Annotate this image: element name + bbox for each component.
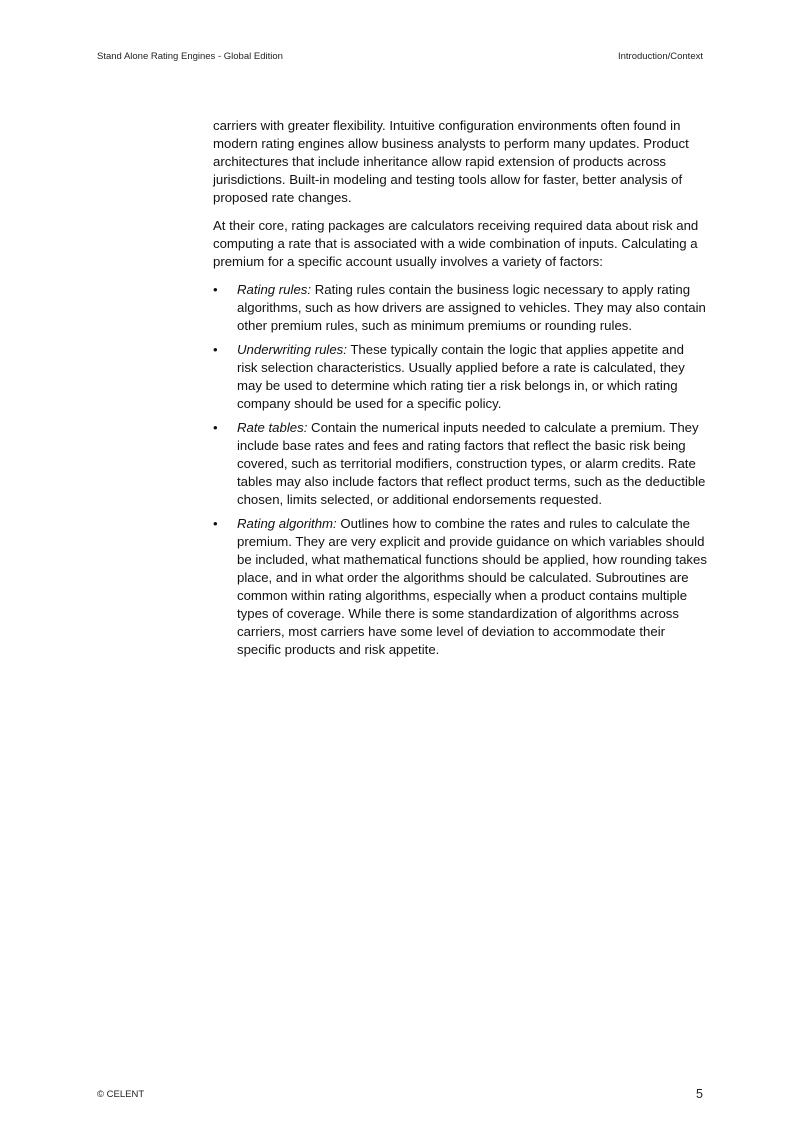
list-item-rate-tables [213, 419, 708, 509]
bullet-icon: • [213, 420, 218, 435]
list-item-text: These typically contain the logic that applies appetite and risk selection characteristics. Usually applied before a rate is calculated, they may be used to determine which rating tier a risk belongs in, or which rating company should be used for a specific policy. [237, 342, 685, 411]
list-item-text: Contain the numerical inputs needed to calculate a premium. They include base rates and fees and rating factors that reflect the basic risk being covered, such as territorial modifiers, construction types, or alarm credits. Rate tables may also include factors that reflect product terms, such as the deductible chosen, limits selected, or additional endorsements requested. [237, 420, 706, 507]
paragraph-intro: carriers with greater flexibility. Intuitive configuration environments often found in modern rating engines allow business analysts to perform many updates. Product architectures that include inheritance allow rapid extension of products across jurisdictions. Built-in modeling and testing tools allow for faster, better analysis of proposed rate changes. [213, 118, 689, 205]
bullet-icon: • [213, 282, 218, 297]
body-text [213, 117, 708, 665]
bullet-icon: • [213, 516, 218, 531]
document-title: Stand Alone Rating Engines - Global Edition [97, 51, 283, 62]
list-item-term: Rate tables: [237, 420, 308, 435]
bullet-icon: • [213, 342, 218, 357]
list-item-underwriting-rules [213, 341, 708, 413]
running-header [97, 51, 703, 65]
copyright-notice: © CELENT [97, 1089, 145, 1100]
list-item-term: Rating algorithm: [237, 516, 337, 531]
factor-list [213, 281, 708, 659]
list-item-text: Rating rules contain the business logic necessary to apply rating algorithms, such as how drivers are assigned to vehicles. They may also contain other premium rules, such as minimum premiums or rounding rules. [237, 282, 706, 333]
page-footer [97, 1087, 703, 1103]
section-title: Introduction/Context [617, 51, 703, 62]
paragraph-core: At their core, rating packages are calculators receiving required data about risk and computing a rate that is associated with a wide combination of inputs. Calculating a premium for a specific account usually involves a variety of factors: [213, 218, 699, 269]
list-item-term: Underwriting rules: [237, 342, 347, 357]
list-item-rating-rules [213, 281, 708, 335]
list-item-term: Rating rules: [237, 282, 312, 297]
list-item-rating-algorithm [213, 515, 708, 659]
list-item-text: Outlines how to combine the rates and rules to calculate the premium. They are very explicit and provide guidance on which variables should be included, what mathematical functions should be applied, how rounding takes place, and in what order the algorithms should be calculated. Subroutines are common within rating algorithms, especially when a product contains multiple types of coverage. While there is some standardization of algorithms across carriers, most carriers have some level of deviation to accommodate their specific products and risk appetite. [237, 516, 707, 657]
page-number: 5 [696, 1087, 703, 1101]
